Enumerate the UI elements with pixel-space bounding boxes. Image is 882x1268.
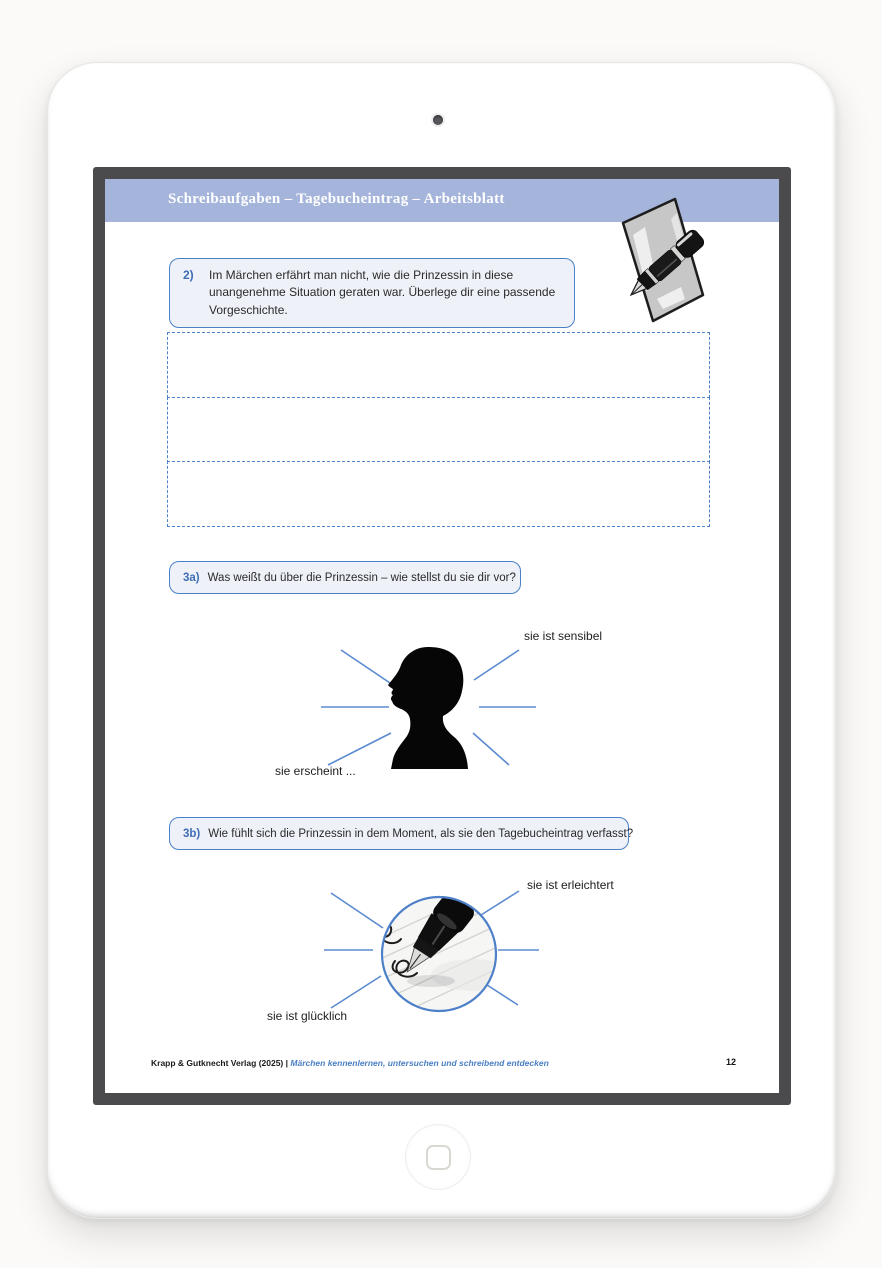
mindmap-label: sie ist sensibel [524,629,603,643]
writing-line-row[interactable] [167,397,710,463]
task-2-text: Im Märchen erfährt man nicht, wie die Prinzessin in diese unangenehme Situation geraten war. Überlege dir eine passende Vorgeschichte. [209,268,556,317]
mindmap-label: sie ist glücklich [267,1009,348,1023]
task-3a-text: Was weißt du über die Prinzessin – wie stellst du sie dir vor? [207,571,516,584]
mindmap-label: sie ist erleichtert [527,878,614,892]
home-button[interactable] [405,1124,471,1190]
task-3a-box [169,561,521,594]
writing-line-row[interactable] [167,332,710,398]
task-3a-number: 3a) [183,571,200,584]
task-3b-text: Wie fühlt sich die Prinzessin in dem Moment, als sie den Tagebucheintrag verfasst? [208,827,634,840]
pen-and-paper-illustration-icon [597,191,729,333]
mindmap-label: sie erscheint ... [275,764,356,778]
task-2-number: 2) [183,268,194,282]
home-button-square-icon [426,1145,451,1170]
writing-area [167,332,710,527]
front-camera-icon [433,115,443,125]
tablet-body [47,62,837,1219]
mindmap-feelings [255,877,675,1037]
writing-line-row[interactable] [167,461,710,527]
task-3b-number: 3b) [183,827,201,840]
mindmap-character [255,627,675,795]
worksheet-page [105,179,779,1093]
page-title: Schreibaufgaben – Tagebucheintrag – Arbeitsblatt [168,191,505,207]
tablet-screen [93,167,791,1105]
footer-series-title: Märchen kennenlernen, untersuchen und schreibend entdecken [290,1058,549,1068]
footer [151,1058,549,1068]
task-2-box [169,258,575,328]
footer-publisher: Krapp & Gutknecht Verlag (2025) | [151,1058,289,1068]
page-number: 12 [726,1057,737,1067]
task-3b-box [169,817,634,850]
